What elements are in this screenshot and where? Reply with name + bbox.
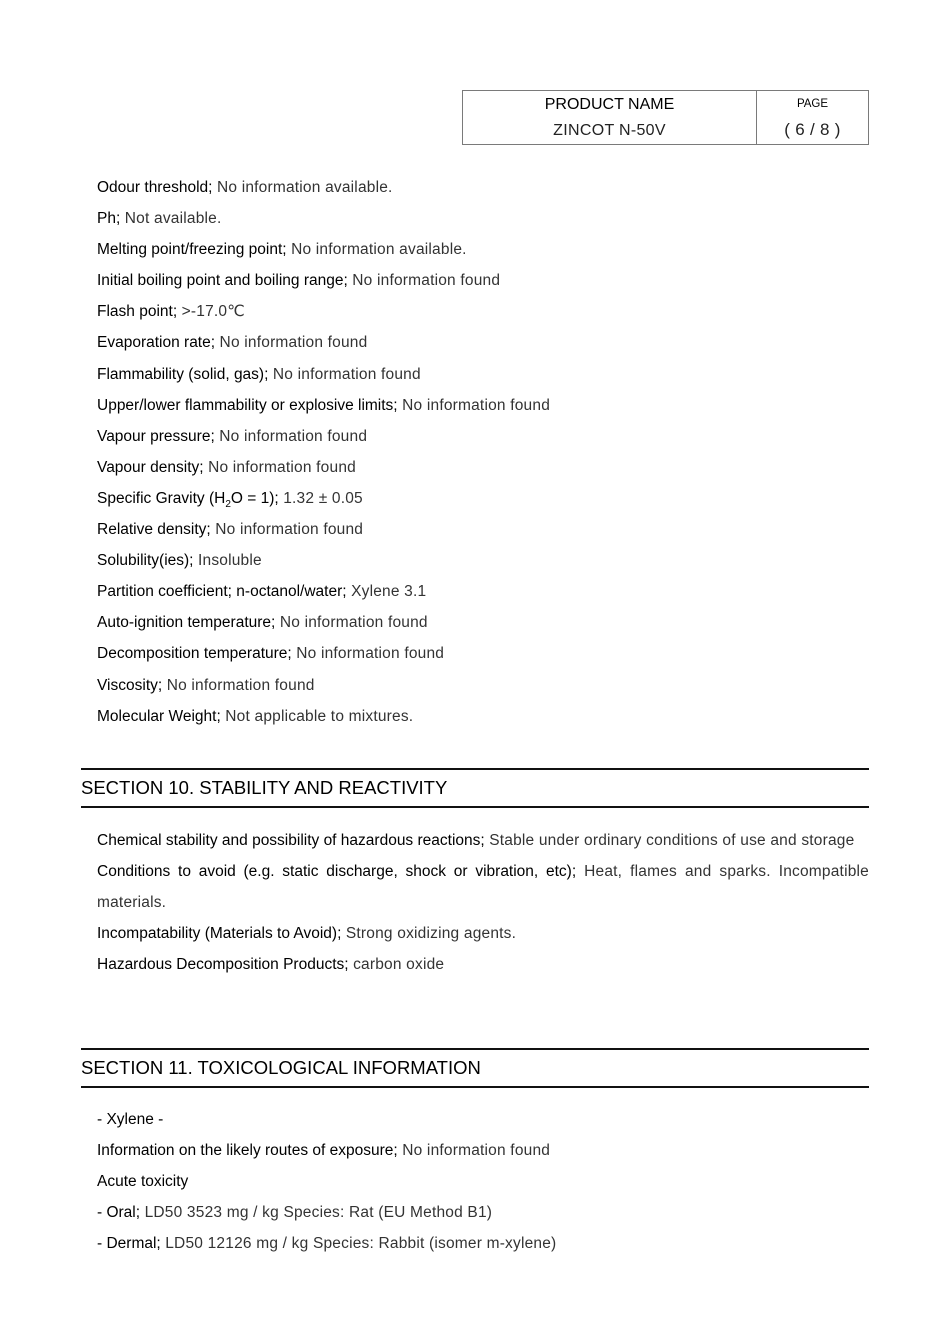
- property-row: Partition coefficient; n-octanol/water; Xylene 3.1: [97, 583, 427, 601]
- product-name-value: ZINCOT N-50V: [553, 122, 666, 139]
- section-10-body: [97, 825, 869, 980]
- property-row: Relative density; No information found: [97, 521, 364, 539]
- property-row: Molecular Weight; Not applicable to mixtures.: [97, 707, 414, 725]
- product-name-cell: [463, 91, 757, 144]
- product-header-table: [462, 90, 869, 145]
- property-row: Specific Gravity $(H_2O = 1)$; 1.32 ± 0.05: [97, 489, 363, 511]
- property-row: Auto-ignition temperature; No information found: [97, 614, 428, 632]
- section-10-item: Conditions to avoid (e.g. static discharge, shock or vibration, etc); Heat, flames and sparks. Incompatible materials.: [97, 863, 869, 912]
- section-10-heading: SECTION 10. STABILITY AND REACTIVITY: [81, 768, 869, 808]
- page-label: PAGE: [796, 98, 829, 110]
- page-number: ( 6 / 8 ): [784, 120, 841, 139]
- oral-toxicity: - Oral; LD50 3523 mg / kg Species: Rat (EU Method B1): [97, 1204, 493, 1222]
- product-name-label: PRODUCT NAME: [544, 96, 675, 113]
- section-10-item: Chemical stability and possibility of hazardous reactions; Stable under ordinary conditions of use and storage: [97, 832, 855, 849]
- physical-properties-list: [97, 172, 869, 732]
- section-10-item: Hazardous Decomposition Products; carbon oxide: [97, 956, 445, 974]
- acute-toxicity-heading: Acute toxicity: [97, 1173, 189, 1191]
- property-row: Solubility(ies); Insoluble: [97, 552, 262, 570]
- substance-label: - Xylene -: [97, 1111, 164, 1128]
- property-row: Viscosity; No information found: [97, 676, 315, 694]
- property-row: Melting point/freezing point; No information available.: [97, 241, 467, 259]
- property-row: Initial boiling point and boiling range; No information found: [97, 272, 501, 290]
- property-row: Vapour density; No information found: [97, 458, 356, 476]
- property-row: Flammability (solid, gas); No information found: [97, 365, 421, 383]
- section-11-body: [97, 1104, 869, 1259]
- property-row: Ph; Not available.: [97, 210, 222, 228]
- page-cell: [757, 91, 868, 144]
- property-row: Evaporation rate; No information found: [97, 334, 368, 352]
- section-11-heading: SECTION 11. TOXICOLOGICAL INFORMATION: [81, 1048, 869, 1088]
- section-10-item: Incompatability (Materials to Avoid); Strong oxidizing agents.: [97, 925, 517, 943]
- dermal-toxicity: - Dermal; LD50 12126 mg / kg Species: Rabbit (isomer m-xylene): [97, 1235, 557, 1253]
- property-row: Decomposition temperature; No information found: [97, 645, 445, 663]
- property-row: Flash point; >-17.0℃: [97, 303, 245, 321]
- property-row: Upper/lower flammability or explosive limits; No information found: [97, 396, 551, 414]
- routes-of-exposure: Information on the likely routes of exposure; No information found: [97, 1142, 551, 1160]
- property-row: Vapour pressure; No information found: [97, 427, 368, 445]
- property-row: Odour threshold; No information available.: [97, 179, 393, 196]
